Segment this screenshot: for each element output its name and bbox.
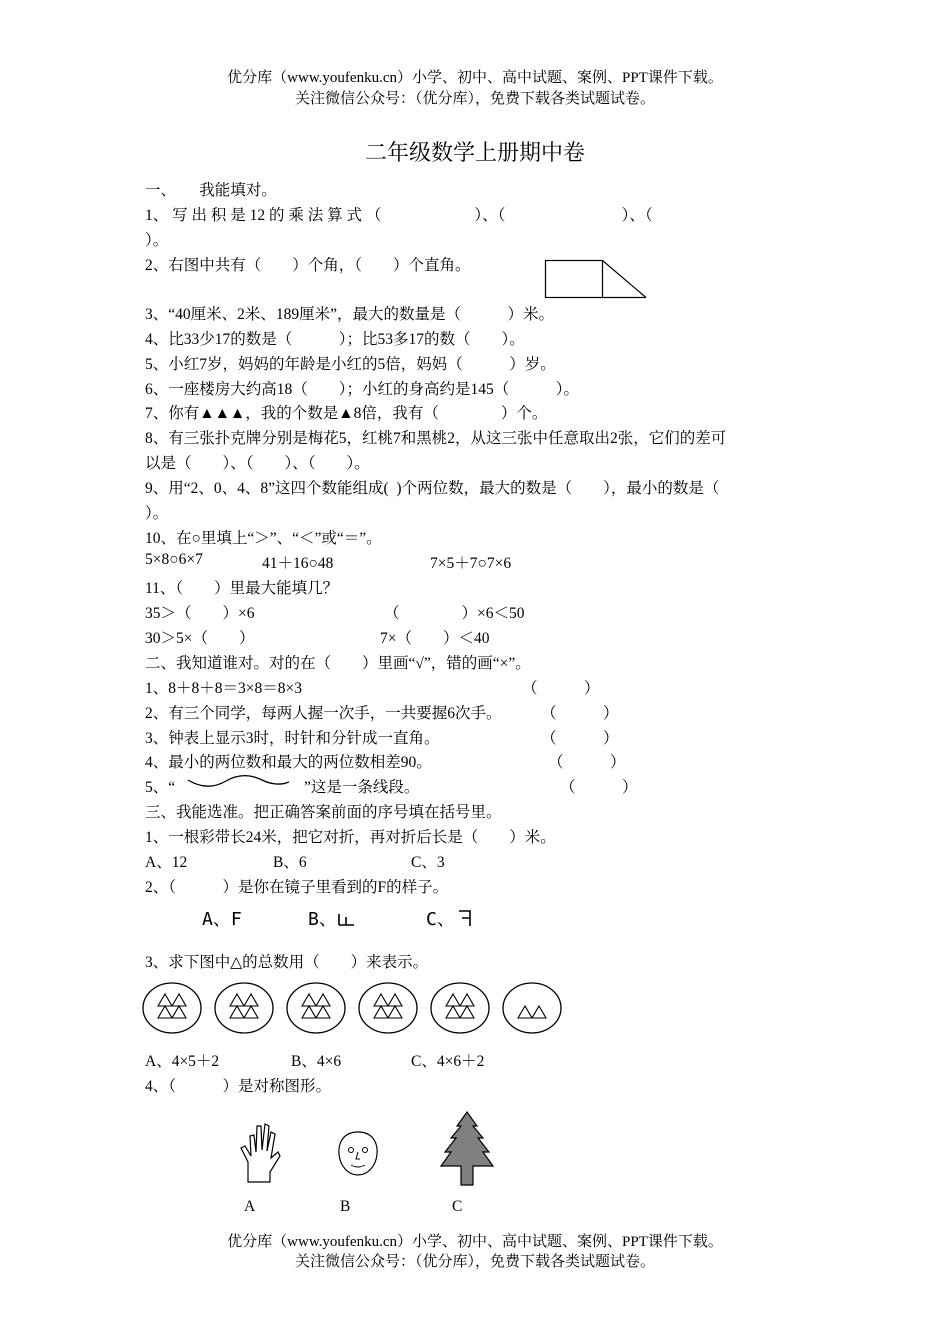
option-3-2-c: C、 — [426, 909, 455, 930]
rotated-f-icon — [336, 908, 358, 928]
question-1-11: 11、（ ）里最大能填几？ — [145, 580, 339, 597]
figure-label-c: C — [452, 1198, 463, 1215]
question-3-4: 4、（ ）是对称图形。 — [145, 1078, 332, 1095]
answer-paren-2-1: （ ） — [522, 680, 600, 697]
question-3-2: 2、（ ）是你在镜子里看到的F的样子。 — [145, 879, 449, 896]
answer-paren-2-3: （ ） — [541, 730, 619, 747]
answer-paren-2-2: （ ） — [541, 705, 619, 722]
question-3-3: 3、求下图中△的总数用（ ）来表示。 — [145, 954, 429, 971]
question-1-8-end: 以是（ ）、（ ）、（ ）。 — [145, 455, 370, 472]
triangle-groups-figure — [140, 980, 565, 1038]
answer-paren-2-5: （ ） — [560, 779, 638, 796]
question-1-2: 2、右图中共有（ ）个角，（ ）个直角。 — [145, 257, 471, 274]
header-line-1: 优分库（www.youfenku.cn）小学、初中、高中试题、案例、PPT课件下载。 — [227, 70, 723, 86]
footer-line-1: 优分库（www.youfenku.cn）小学、初中、高中试题、案例、PPT课件下载。 — [227, 1234, 723, 1250]
figure-label-a: A — [244, 1198, 256, 1215]
fill-item-1: 35＞（ ）×6 — [145, 605, 255, 622]
wavy-line — [186, 770, 291, 788]
question-1-9-end: ）。 — [145, 505, 169, 522]
face-icon — [336, 1130, 380, 1178]
option-3-2-b: B、 — [308, 909, 337, 930]
question-3-1: 1、一根彩带长24米，把它对折，再对折后长是（ ）米。 — [145, 829, 556, 846]
question-1-7: 7、你有▲▲▲，我的个数是▲8倍，我有（ ）个。 — [145, 405, 548, 422]
option-3-1-c: C、3 — [411, 854, 445, 871]
question-1-1: 1、 写 出 积 是 12 的 乘 法 算 式 （ ）、（ ）、（ — [145, 207, 653, 224]
tree-icon — [437, 1110, 497, 1188]
question-1-4: 4、比33少17的数是（ ）；比53多17的数（ ）。 — [145, 331, 525, 348]
compare-item-2: 41＋16○48 — [262, 555, 334, 572]
option-3-3-b: B、4×6 — [291, 1053, 342, 1070]
question-1-9: 9、用“2、0、4、8”这四个数能组成( )个两位数，最大的数是（ ），最小的数是（ — [145, 480, 720, 497]
fill-item-3: 30＞5×（ ） — [145, 630, 255, 647]
footer-line-2: 关注微信公众号：（优分库），免费下载各类试题试卷。 — [294, 1254, 655, 1270]
option-3-3-a: A、4×5＋2 — [145, 1053, 220, 1070]
header-line-2: 关注微信公众号：（优分库），免费下载各类试题试卷。 — [294, 91, 655, 107]
fill-item-4: 7×（ ）＜40 — [380, 630, 490, 647]
figure-label-b: B — [340, 1198, 351, 1215]
compare-item-3: 7×5＋7○7×6 — [430, 555, 512, 572]
question-2-5-end: ”这是一条线段。 — [304, 779, 420, 796]
option-3-3-c: C、4×6＋2 — [411, 1053, 485, 1070]
question-1-10: 10、在○里填上“＞”、“＜”或“＝”。 — [145, 530, 382, 547]
question-1-3: 3、“40厘米、2米、189厘米”，最大的数量是（ ）米。 — [145, 306, 555, 323]
page-title: 二年级数学上册期中卷 — [364, 140, 585, 165]
question-2-5-start: 5、“ — [145, 779, 176, 796]
option-3-1-a: A、12 — [145, 854, 188, 871]
section3-heading: 三、我能选准。把正确答案前面的序号填在括号里。 — [145, 804, 502, 821]
question-2-4: 4、最小的两位数和最大的两位数相差90。 — [145, 754, 432, 771]
option-3-2-a: A、F — [202, 909, 242, 930]
answer-paren-2-4: （ ） — [548, 754, 626, 771]
hand-icon — [236, 1118, 282, 1186]
fill-item-2: （ ）×6＜50 — [384, 605, 525, 622]
section1-heading: 一、 我能填对。 — [145, 182, 277, 199]
question-1-5: 5、小红7岁，妈妈的年龄是小红的5倍，妈妈（ ）岁。 — [145, 356, 556, 373]
question-2-1: 1、8＋8＋8＝3×8＝8×3 — [145, 680, 302, 697]
question-1-6: 6、一座楼房大约高18（ ）；小红的身高约是145（ ）。 — [145, 381, 580, 398]
option-3-1-b: B、6 — [273, 854, 307, 871]
question-1-1-end: ）。 — [145, 232, 169, 249]
compare-item-1: 5×8○6×7 — [145, 551, 203, 568]
question-1-8: 8、有三张扑克牌分别是梅花5，红桃7和黑桃2，从这三张中任意取出2张，它们的差可 — [145, 430, 727, 447]
mirrored-f-icon — [456, 908, 474, 928]
angle-figure — [544, 258, 650, 300]
question-2-3: 3、钟表上显示3时，时针和分针成一直角。 — [145, 730, 440, 747]
question-2-2: 2、有三个同学，每两人握一次手，一共要握6次手。 — [145, 705, 502, 722]
section2-heading: 二、我知道谁对。对的在（ ）里画“√”，错的画“×”。 — [145, 655, 531, 672]
